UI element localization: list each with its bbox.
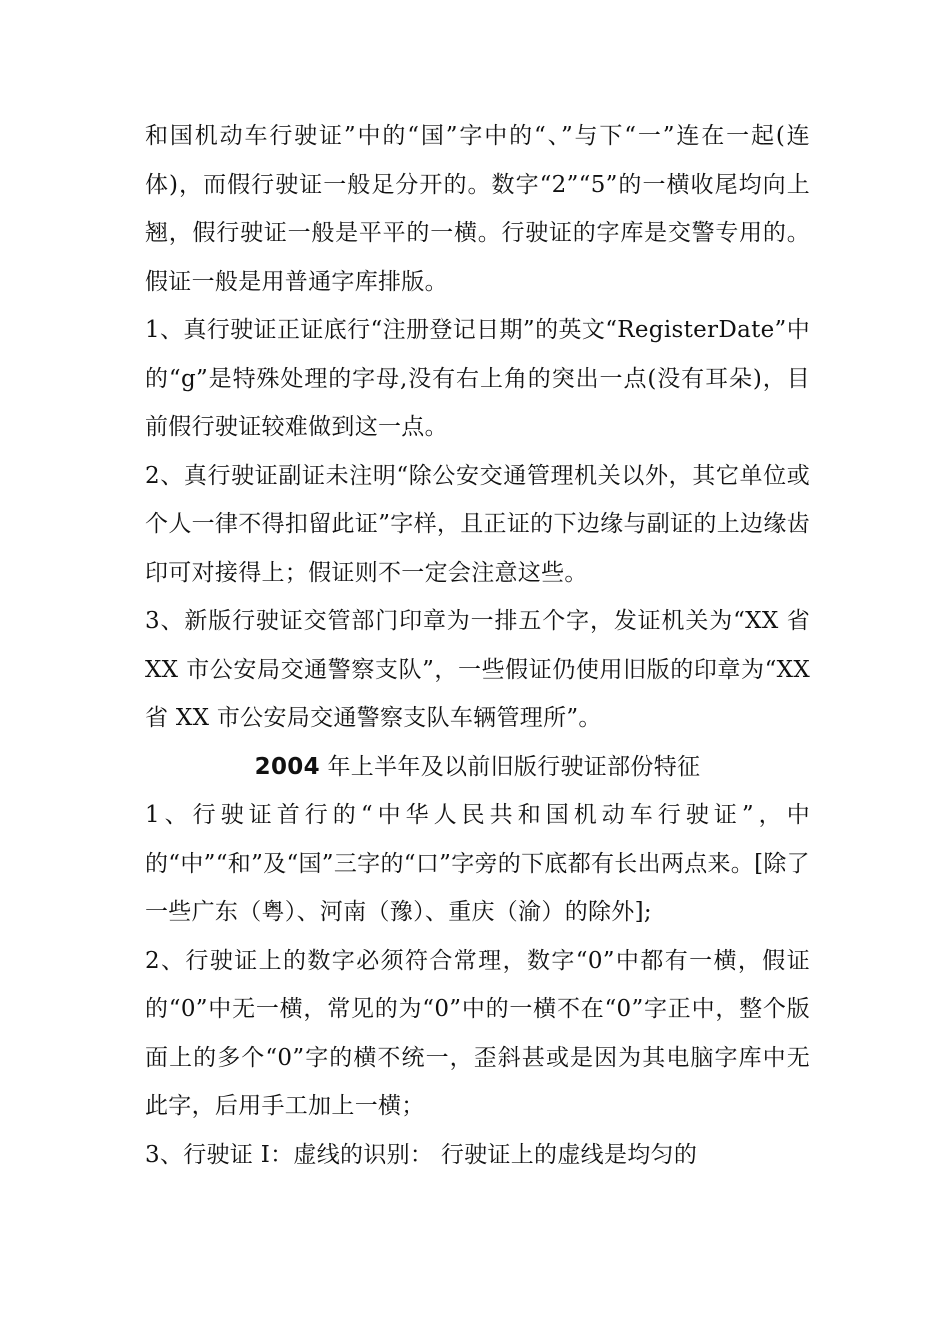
paragraph-old-item-2: 2、行驶证上的数字必须符合常理，数字“0”中都有一横，假证的“0”中无一横，常见的为“0”中的一横不在“0”字正中，整个版面上的多个“0”字的横不统一，歪斜甚或是因为其电脑字库中无此字，后用手工加上一横； — [145, 947, 810, 1119]
paragraph-old-item-3: 3、行驶证 I：虚线的识别： 行驶证上的虚线是均匀的 — [145, 1141, 698, 1168]
section-heading-year: 2004 — [254, 753, 320, 780]
paragraph-item-1: 1、真行驶证正证底行“注册登记日期”的英文“RegisterDate”中的“g”是特殊处理的字母,没有右上角的突出一点(没有耳朵)，目前假行驶证较难做到这一点。 — [145, 317, 810, 440]
section-heading-text: 年上半年及以前旧版行驶证部份特征 — [319, 753, 701, 780]
paragraph-item-2: 2、真行驶证副证未注明“除公安交通管理机关以外，其它单位或个人一律不得扣留此证”字样，且正证的下边缘与副证的上边缘齿印可对接得上；假证则不一定会注意这些。 — [145, 462, 810, 586]
section-heading — [145, 743, 810, 792]
document-body — [145, 112, 810, 1179]
paragraph-intro: 和国机动车行驶证”中的“国”字中的“、”与下“一”连在一起(连体)，而假行驶证一般足分开的。数字“2”“5”的一横收尾均向上翘，假行驶证一般是平平的一横。行驶证的字库是交警专用的。假证一般是用普通字库排版。 — [145, 123, 810, 295]
paragraph-old-item-1: 1、行驶证首行的“中华人民共和国机动车行驶证”，中的“中”“和”及“国”三字的“口”字旁的下底都有长出两点来。[除了一些广东（粤）、河南（豫）、重庆（渝）的除外]; — [145, 802, 810, 925]
paragraph-item-3: 3、新版行驶证交管部门印章为一排五个字，发证机关为“XX 省 XX 市公安局交通警察支队”，一些假证仍使用旧版的印章为“XX 省 XX 市公安局交通警察支队车辆管理所”。 — [145, 608, 810, 731]
